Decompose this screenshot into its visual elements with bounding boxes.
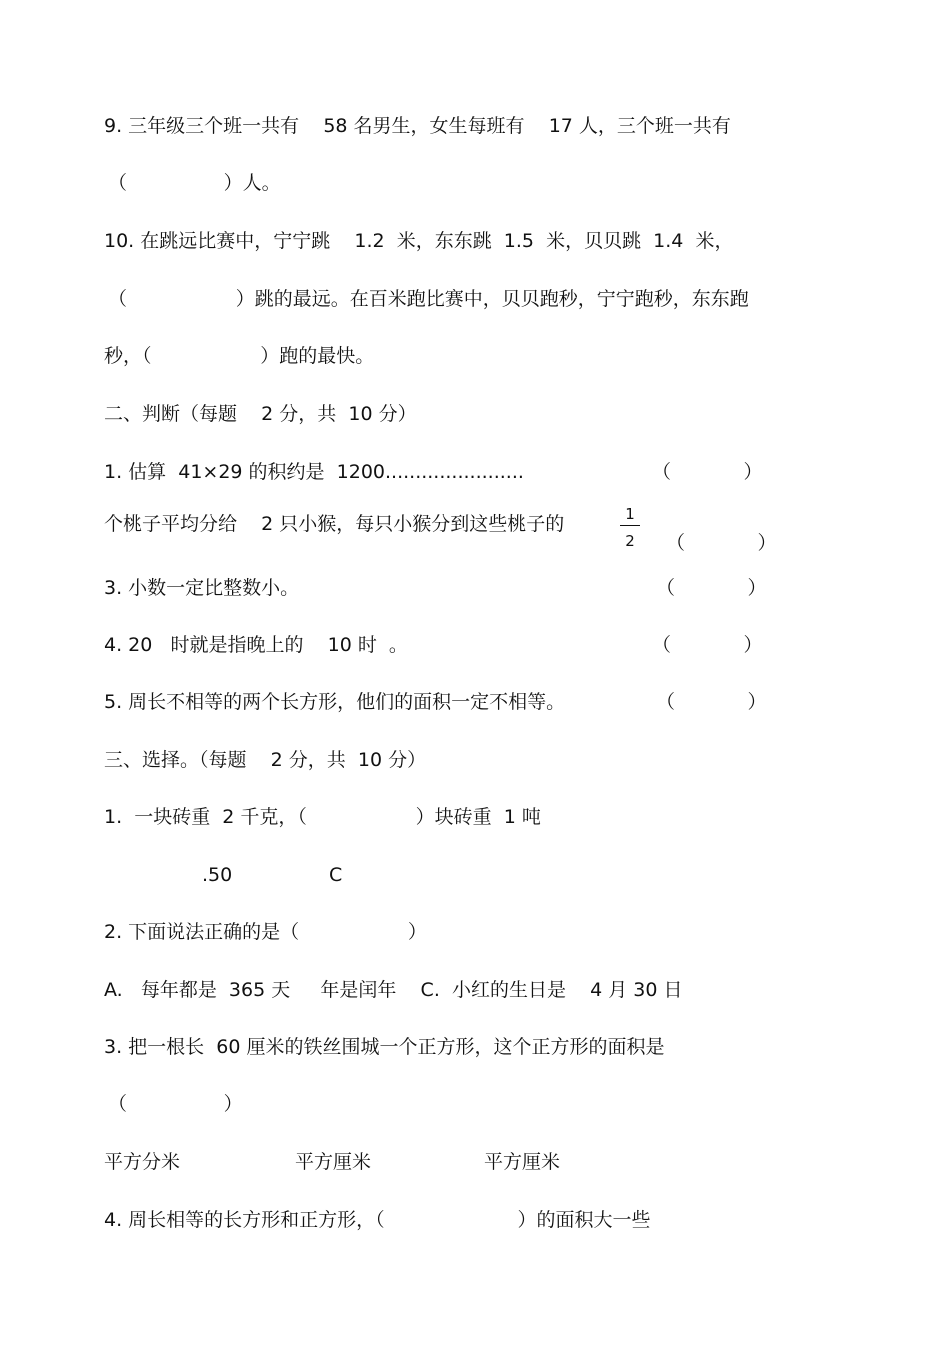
judge-5-answer[interactable]: （ ） [656,691,767,713]
choice-3-option-1[interactable]: 平方分米 [104,1151,181,1173]
fraction-bar [620,525,640,526]
q10-line-3[interactable]: 秒，（ ）跑的最快。 [104,345,375,367]
judge-2-text: 个桃子平均分给 2 只小猴，每只小猴分到这些桃子的 [104,513,565,535]
section-2-title: 二、判断（每题 2 分，共 10 分） [104,403,417,425]
judge-4-text: 4. 20 时就是指晚上的 10 时 。 [104,634,408,656]
judge-4-answer[interactable]: （ ） [652,634,763,656]
choice-2-text[interactable]: 2. 下面说法正确的是（ ） [104,921,427,943]
choice-3-line-1: 3. 把一根长 60 厘米的铁丝围城一个正方形，这个正方形的面积是 [104,1036,665,1058]
q9-answer-blank[interactable]: （ ）人。 [108,172,281,194]
choice-1-option-c[interactable]: C [329,864,343,886]
choice-4-text[interactable]: 4. 周长相等的长方形和正方形，（ ）的面积大一些 [104,1209,651,1231]
choice-3-answer-blank[interactable]: （ ） [108,1093,243,1115]
choice-3-option-2[interactable]: 平方厘米 [295,1151,372,1173]
choice-2-options[interactable]: A. 每年都是 365 天 年是闰年 C. 小红的生日是 4 月 30 日 [104,979,683,1001]
fraction-numerator: 1 [625,505,635,523]
q9-line-1: 9. 三年级三个班一共有 58 名男生，女生每班有 17 人，三个班一共有 [104,115,731,137]
judge-2-answer[interactable]: （ ） [666,532,777,554]
section-3-title: 三、选择。（每题 2 分，共 10 分） [104,749,427,771]
choice-1-option-a[interactable]: .50 [202,864,233,886]
judge-1-answer[interactable]: （ ） [652,461,763,483]
judge-5-text: 5. 周长不相等的两个长方形，他们的面积一定不相等。 [104,691,566,713]
judge-3-text: 3. 小数一定比整数小。 [104,577,300,599]
q10-line-2[interactable]: （ ）跳的最远。在百米跑比赛中，贝贝跑秒，宁宁跑秒，东东跑 [108,288,749,310]
choice-1-text[interactable]: 1. 一块砖重 2 千克，（ ）块砖重 1 吨 [104,806,541,828]
choice-3-option-3[interactable]: 平方厘米 [484,1151,561,1173]
fraction-denominator: 2 [625,532,635,550]
judge-3-answer[interactable]: （ ） [656,577,767,599]
judge-1-text: 1. 估算 41×29 的积约是 1200....................... [104,461,524,483]
q10-line-1: 10. 在跳远比赛中，宁宁跳 1.2 米，东东跳 1.5 米，贝贝跳 1.4 米， [104,230,734,252]
